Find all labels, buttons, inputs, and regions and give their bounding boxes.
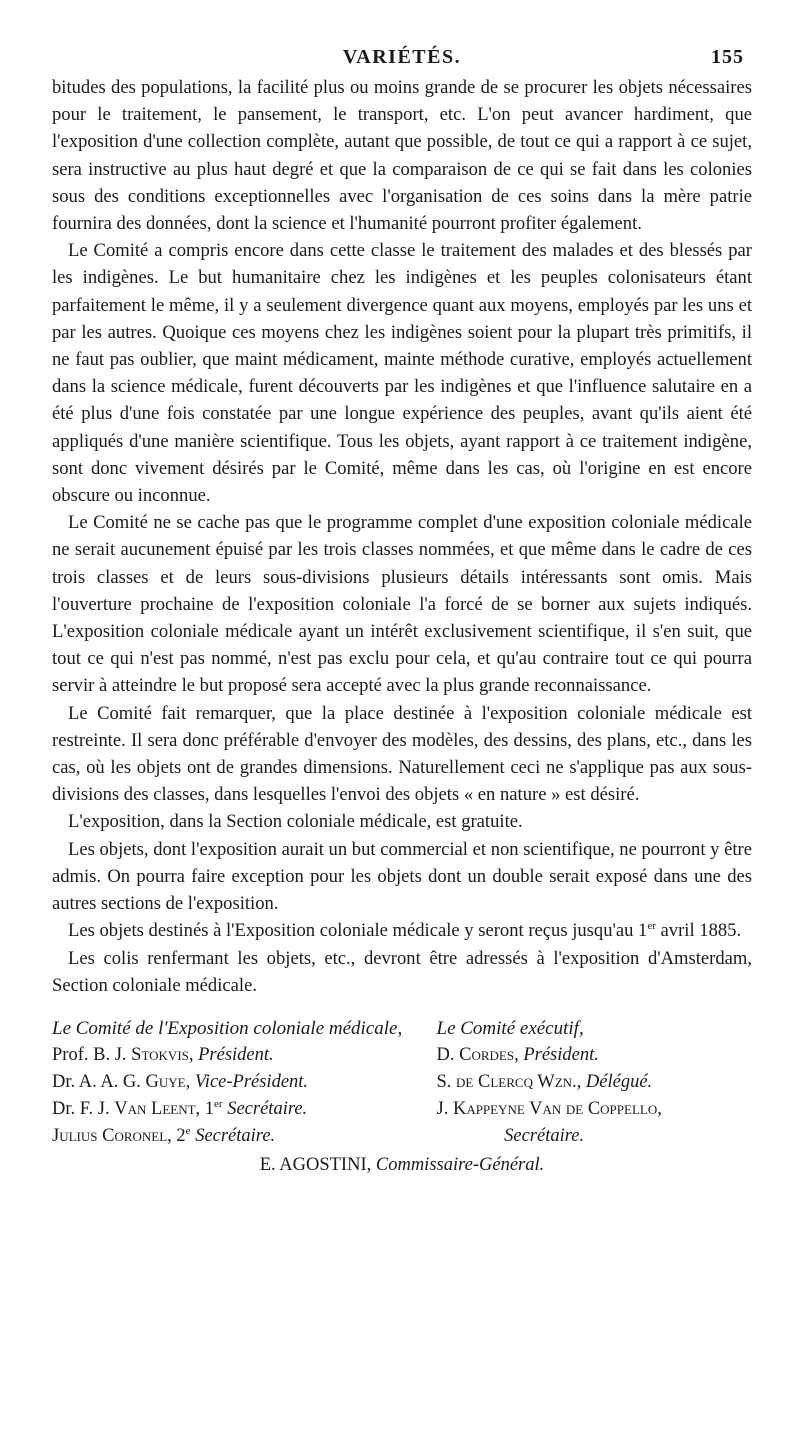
signatory-role: , Vice-Président. bbox=[185, 1071, 309, 1092]
body-text bbox=[52, 74, 752, 999]
signatory-name: Kappeyne Van de Coppello, bbox=[452, 1098, 662, 1119]
signatory-ordinal: , 2 bbox=[167, 1125, 186, 1146]
signature-row bbox=[52, 1123, 752, 1150]
signature-block bbox=[52, 1015, 752, 1179]
signatory-right bbox=[437, 1069, 753, 1096]
paragraph-4: Le Comité fait remarquer, que la place destinée à l'exposition coloniale médicale est restreinte. Il sera donc préférable d'envoyer des modèles, des dessins, des plans, etc., dans les cas, où les objets ont de grandes dimensions. Naturellement ceci ne s'applique pas aux sous-divisions des classes, dans lesquelles l'envoi des objets « en nature » est désiré. bbox=[52, 702, 752, 806]
signatory-name: Stokvis bbox=[131, 1044, 189, 1065]
running-head: VARIÉTÉS. bbox=[342, 46, 462, 68]
signature-headings bbox=[52, 1015, 752, 1042]
paragraph-7-date: avril 1885. bbox=[655, 920, 742, 942]
signatory-name: de Clercq Wzn. bbox=[456, 1071, 577, 1092]
paragraph-3: Le Comité ne se cache pas que le programme complet d'une exposition coloniale médicale ne serait aucunement épuisé par les trois classes nommées, et que même dans le cadre de ces trois classes et de leurs sous-divisions plusieurs détails intéressants sont omis. Mais l'ouverture prochaine de l'exposition coloniale l'a forcé de se borner aux sujets indiqués. L'exposition coloniale médicale ayant un intérêt exclusivement scientifique, il s'en suit, que tout ce qui n'est pas nommé, n'est pas exclu pour cela, et qu'au contraire tout ce qui pourra servir à atteindre le but proposé sera accepté avec la plus grande reconnaissance. bbox=[52, 512, 752, 697]
paragraph-7 bbox=[52, 917, 752, 944]
signatory-right bbox=[437, 1042, 753, 1069]
signature-row bbox=[52, 1042, 752, 1069]
signatory-name: Guye bbox=[145, 1071, 186, 1092]
ordinal-superscript: er bbox=[647, 920, 656, 933]
ordinal-superscript: er bbox=[214, 1097, 223, 1110]
signatory-prefix: Prof. B. J. bbox=[52, 1044, 132, 1065]
signatory-prefix: Dr. A. A. G. bbox=[52, 1071, 146, 1092]
commissioner-line bbox=[52, 1152, 752, 1179]
signatory-role: , Président. bbox=[188, 1044, 274, 1065]
signatory-right bbox=[437, 1096, 753, 1123]
document-page bbox=[52, 40, 752, 1179]
signatory-name: Cordes bbox=[459, 1044, 515, 1065]
commissioner-role: Commissaire-Général. bbox=[371, 1154, 545, 1175]
signatory-right bbox=[354, 1123, 752, 1150]
page-header bbox=[52, 40, 752, 74]
signatory-role: , Délégué. bbox=[576, 1071, 653, 1092]
paragraph-5: L'exposition, dans la Section coloniale médicale, est gratuite. bbox=[68, 811, 523, 833]
signatory-name: Van Leent bbox=[114, 1098, 196, 1119]
paragraph-8: Les colis renfermant les objets, etc., devront être adressés à l'exposition d'Amsterdam, Section coloniale médicale. bbox=[52, 947, 752, 996]
paragraph-1: bitudes des populations, la facilité plus ou moins grande de se procurer les objets nécessaires pour le traitement, le pansement, le transport, etc. L'on peut avancer hardiment, que l'exposition d'une collection complète, autant que possible, de tout ce qui a rapport à ce sujet, sera instructive au plus haut degré et que la comparaison de ce qui se fait dans les colonies sous des conditions exceptionnelles avec l'organisation de ces soins dans la mère patrie fournira des données, dont la science et l'humanité pourront profiter également. bbox=[52, 77, 752, 235]
signatory-role: Secrétaire. bbox=[504, 1125, 585, 1146]
signatory-role: Secrétaire. bbox=[190, 1125, 276, 1146]
signatory-prefix: Dr. F. J. bbox=[52, 1098, 115, 1119]
signatory-left bbox=[52, 1042, 437, 1069]
signatory-left: Dr. F. J. Van Leent, 1er Secrétaire. bbox=[52, 1097, 308, 1119]
paragraph-2: Le Comité a compris encore dans cette classe le traitement des malades et des blessés par les indigènes. Le but humanitaire chez les indigènes et les peuples colonisateurs étant parfaitement le même, il y a seulement divergence quant aux moyens, employés par les uns et par les autres. Quoique ces moyens chez les indigènes soient pour la plupart très primitifs, il ne faut pas oublier, que maint médicament, mainte méthode curative, employés actuellement dans la science médicale, furent découverts par les indigènes et que l'influence salutaire en a été plus d'une fois constatée par une longue expérience des peuples, avant qu'ils aient été appliqués d'une manière scientifique. Tous les objets, ayant rapport à ce traitement indigène, sont donc vivement désirés par le Comité, même dans les cas, où l'origine en est encore obscure ou inconnue. bbox=[52, 240, 752, 507]
signatory-role: , Président. bbox=[514, 1044, 599, 1065]
signatory-ordinal: 1 bbox=[204, 1098, 215, 1119]
ordinal-superscript: e bbox=[185, 1124, 191, 1137]
commissioner-name: E. AGOSTINI, bbox=[259, 1154, 372, 1175]
signatory-role: Secrétaire. bbox=[222, 1098, 308, 1119]
paragraph-7-text: Les objets destinés à l'Exposition coloniale médicale y seront reçus jusqu'au 1 bbox=[68, 920, 648, 942]
signatory-prefix: D. bbox=[436, 1044, 460, 1065]
signatory-left bbox=[52, 1069, 437, 1096]
signatory-name: Julius Coronel bbox=[52, 1125, 168, 1146]
right-committee-heading: Le Comité exécutif, bbox=[436, 1017, 584, 1039]
left-committee-heading: Le Comité de l'Exposition coloniale médicale, bbox=[52, 1017, 403, 1039]
signatory-prefix: S. bbox=[436, 1071, 457, 1092]
signature-row bbox=[52, 1069, 752, 1096]
page-number: 155 bbox=[711, 46, 744, 68]
signature-row bbox=[52, 1096, 752, 1123]
paragraph-6: Les objets, dont l'exposition aurait un but commercial et non scientifique, ne pourront y être admis. On pourra faire exception pour les objets dont un double serait exposé dans une des autres sections de l'exposition. bbox=[52, 838, 752, 915]
signatory-prefix: J. bbox=[436, 1098, 453, 1119]
signatory-left bbox=[52, 1123, 354, 1150]
